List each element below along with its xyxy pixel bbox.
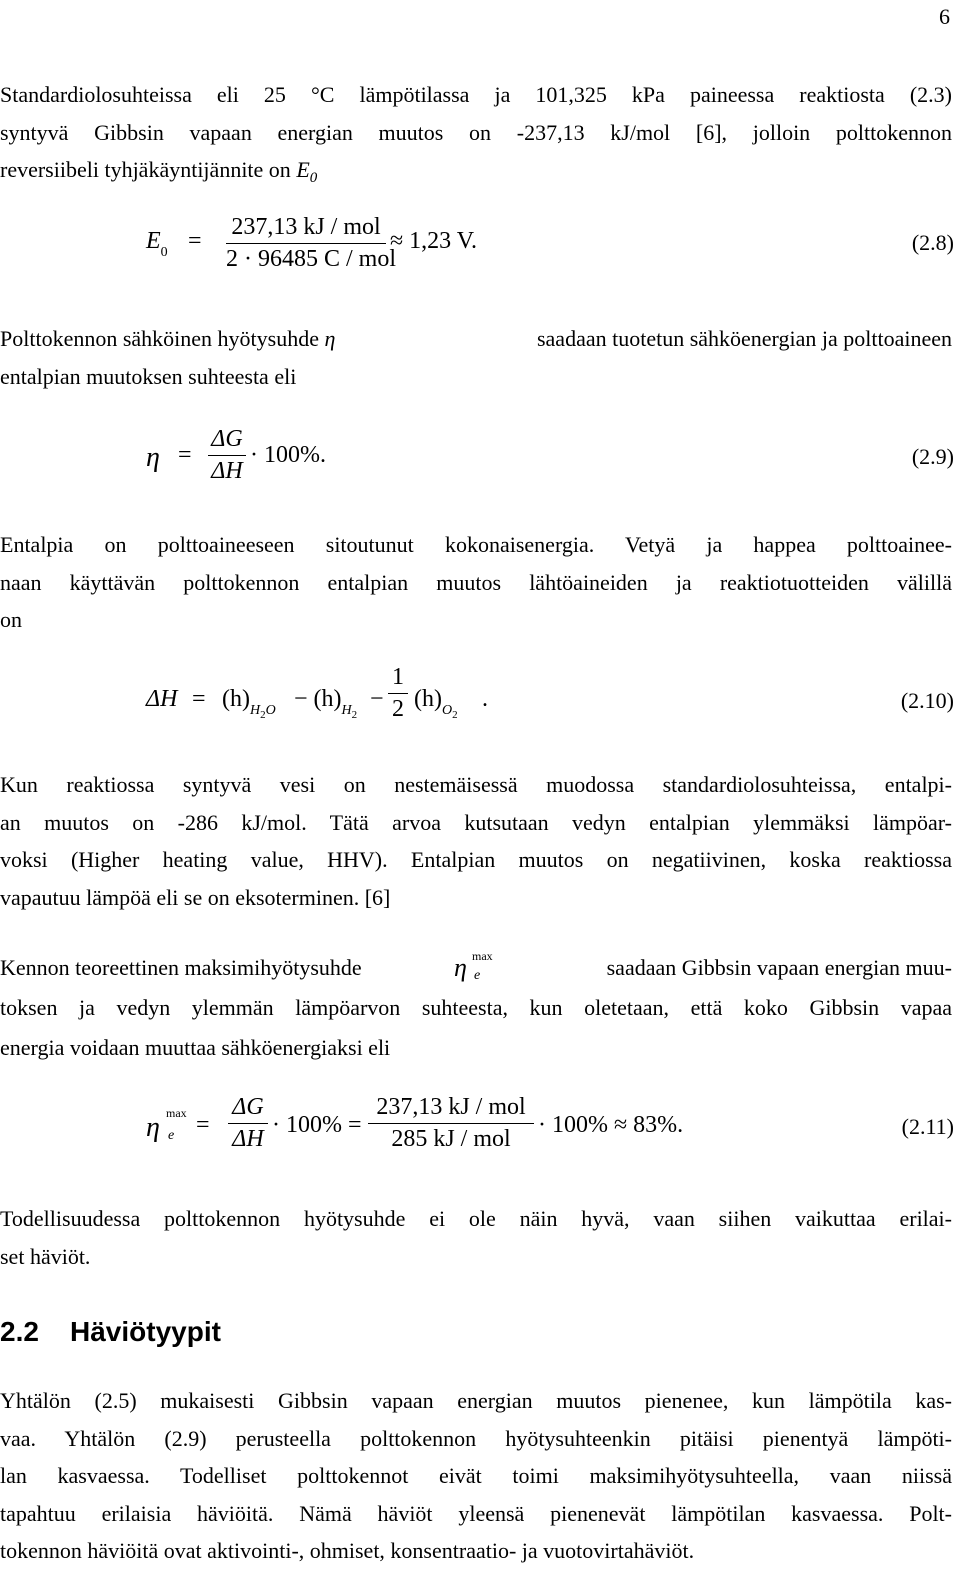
eq-numerator: ΔG (232, 1094, 264, 1120)
eq-fraction-gibbs (228, 1094, 268, 1153)
eq-numerator: 237,13 kJ / mol (231, 214, 381, 240)
section-number: 2.2 (0, 1316, 39, 1347)
eq-term-oxygen: $(h)_{O2}$ (414, 686, 458, 721)
eq-rhs: · 100% ≈ 83%. (538, 1112, 684, 1138)
fraction-bar (368, 1123, 534, 1124)
text-line: toksen ja vedyn ylemmän lämpöarvon suhteesta, kun oletetaan, että koko Gibbsin vapaa (0, 995, 952, 1020)
eq-numerator: ΔG (211, 426, 243, 452)
eq-denominator: 2 (392, 696, 404, 722)
eq-denominator: ΔH (232, 1126, 264, 1152)
equation-number: (2.11) (901, 1114, 954, 1139)
paragraph-max-efficiency (0, 948, 952, 1068)
text-line: lan kasvaessa. Todelliset polttokennot eivät toimi maksimihyötysuhteella, vaan niissä (0, 1463, 952, 1488)
text-line: Polttokennon sähköinen hyötysuhde η saadaan tuotetun sähköenergian ja polttoaineen (0, 326, 952, 351)
page-number: 6 (939, 4, 950, 29)
equation-2-11 (0, 1094, 960, 1170)
text-line: Kun reaktiossa syntyvä vesi on nestemäisessä muodossa standardiolosuhteissa, entalpi- (0, 772, 952, 797)
section-heading (0, 1316, 221, 1348)
fraction-bar (226, 243, 386, 244)
equation-2-8 (0, 214, 960, 284)
equation-2-9 (0, 426, 960, 496)
eq-denominator: 285 kJ / mol (391, 1126, 511, 1152)
equation-number: (2.10) (900, 688, 954, 713)
eq-fraction-half (388, 664, 408, 723)
eq-equals: = (188, 228, 202, 254)
fraction-bar (388, 693, 408, 694)
eq-lhs: η max e (146, 1106, 187, 1143)
text-line: Standardiolosuhteissa eli 25 °C lämpötilassa ja 101,325 kPa paineessa reaktiosta (2.3) (0, 82, 952, 107)
eq-term-water: $(h)_{H2O}$ (222, 686, 276, 721)
eq-lhs: $E_0$ (146, 228, 168, 260)
paragraph-intro (0, 76, 952, 193)
text-line: an muutos on -286 kJ/mol. Tätä arvoa kutsutaan vedyn entalpian ylemmäksi lämpöar- (0, 809, 952, 835)
eq-lhs: ΔH (146, 686, 178, 712)
eq-fraction-values (368, 1094, 534, 1153)
section-title: Häviötyypit (70, 1316, 221, 1347)
text-line: Kennon teoreettinen maksimihyötysuhde η max e saadaan Gibbsin vapaan energian muu- (0, 948, 952, 988)
fraction-bar (228, 1123, 268, 1124)
eq-fraction (208, 426, 246, 485)
paragraph-hhv (0, 766, 952, 916)
eq-equals: = (196, 1112, 210, 1138)
eta-max-inline: η max e (454, 949, 493, 983)
eq-minus: − (370, 686, 384, 712)
eq-lhs: η (146, 442, 160, 473)
text-line: Todellisuudessa polttokennon hyötysuhde ei ole näin hyvä, vaan siihen vaikuttaa erilai- (0, 1206, 952, 1231)
paragraph-reality (0, 1200, 952, 1275)
fraction-bar (208, 455, 246, 456)
text-line: energia voidaan muuttaa sähköenergiaksi eli (0, 1035, 391, 1060)
equation-number: (2.9) (911, 444, 954, 469)
eq-rhs: ≈ 1,23 V. (390, 228, 477, 254)
eq-mid: · 100% = (272, 1112, 362, 1138)
eq-equals: = (178, 442, 192, 468)
text-line: vapautuu lämpöä eli se on eksoterminen. [6] (0, 884, 391, 910)
text-line: Entalpia on polttoaineeseen sitoutunut kokonaisenergia. Vetyä ja happea polttoainee- (0, 532, 952, 557)
eq-term-hydrogen: − $(h)_{H2}$ (294, 686, 358, 721)
eq-denominator: ΔH (211, 458, 243, 484)
eq-numerator: 237,13 kJ / mol (376, 1094, 526, 1120)
text-line: on (0, 607, 22, 632)
text-line: vaa. Yhtälön (2.9) perusteella polttokennon hyötysuhteenkin pitäisi pienentyä lämpöti- (0, 1425, 952, 1451)
text-line: tapahtuu erilaisia häviöitä. Nämä häviöt yleensä pienenevät lämpötilan kasvaessa. Polt- (0, 1500, 952, 1526)
eta-symbol: η (324, 326, 336, 351)
eq-equals: = (192, 686, 206, 712)
eq-fraction (226, 214, 397, 273)
eq-rhs: · 100%. (250, 442, 326, 468)
equation-number: (2.8) (911, 230, 954, 255)
equation-2-10 (0, 664, 960, 744)
paragraph-efficiency (0, 320, 952, 395)
text-line: syntyvä Gibbsin vapaan energian muutos on -237,13 kJ/mol [6], jolloin polttokennon (0, 119, 952, 145)
text-line: set häviöt. (0, 1243, 91, 1269)
text-line: Yhtälön (2.5) mukaisesti Gibbsin vapaan energian muutos pienenee, kun lämpötila kas- (0, 1388, 952, 1413)
text-line: reversiibeli tyhjäkäyntijännite on $E_0$ (0, 157, 318, 186)
text-line: voksi (Higher heating value, HHV). Entalpian muutos on negatiivinen, koska reaktiossa (0, 847, 952, 872)
eq-period: . (482, 686, 488, 712)
eq-numerator: 1 (392, 664, 404, 690)
text-line: naan käyttävän polttokennon entalpian muutos lähtöaineiden ja reaktiotuotteiden välillä (0, 569, 952, 595)
text-line: tokennon häviöitä ovat aktivointi-, ohmiset, konsentraatio- ja vuotovirtahäviöt. (0, 1538, 695, 1563)
text-line: entalpian muutoksen suhteesta eli (0, 363, 297, 389)
paragraph-losses (0, 1382, 952, 1570)
eq-denominator: 2 · 96485 C / mol (226, 246, 397, 272)
paragraph-enthalpy (0, 526, 952, 639)
